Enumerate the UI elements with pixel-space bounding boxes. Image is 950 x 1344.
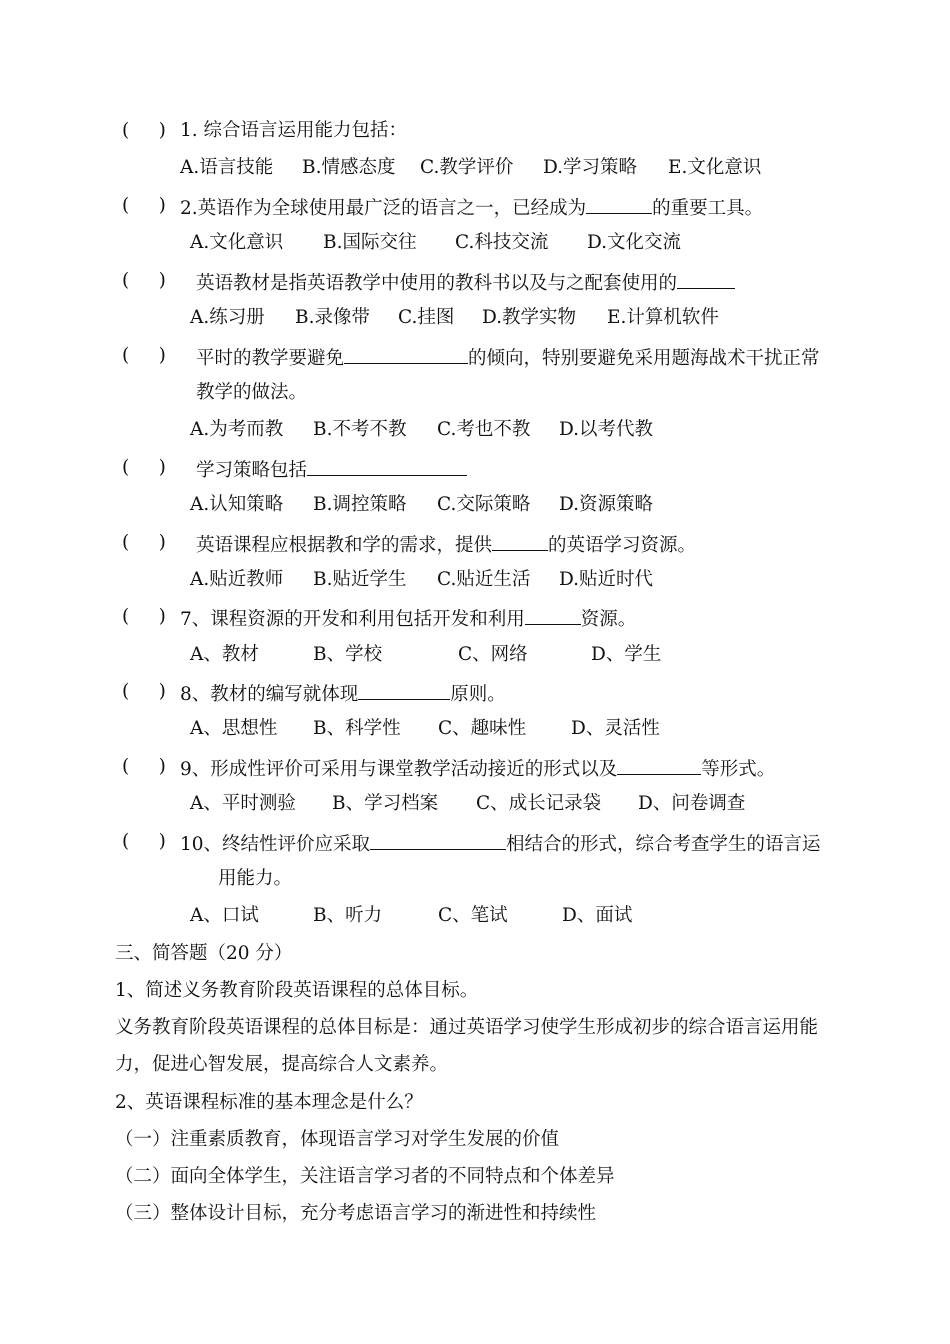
stem-text: 10、终结性评价应采取	[180, 834, 371, 855]
answer-1-line-1: 义务教育阶段英语课程的总体目标是：通过英语学习使学生形成初步的综合语言运用能	[115, 1017, 819, 1038]
option: C、趣味性	[438, 718, 527, 739]
option: B、科学性	[313, 718, 401, 739]
option: A、口试	[190, 905, 259, 926]
answer-1-line-2: 力，促进心智发展，提高综合人文素养。	[115, 1054, 449, 1075]
stem-text: 9、形成性评价可采用与课堂教学活动接近的形式以及	[180, 759, 618, 780]
answer-paren: ( )	[122, 195, 166, 216]
stem-text: 英语教材是指英语教学中使用的教科书以及与之配套使用的	[196, 273, 678, 294]
option: A.为考而教	[190, 419, 284, 440]
answer-blank[interactable]	[344, 343, 468, 364]
answer-blank[interactable]	[525, 604, 581, 625]
stem-text: 8、教材的编写就体现	[180, 684, 359, 705]
answer-paren: ( )	[122, 120, 166, 141]
question-3-stem	[196, 268, 735, 297]
stem-text: 的倾向，特别要避免采用题海战术干扰正常	[468, 348, 820, 369]
question-9-stem	[180, 754, 775, 783]
stem-text: 相结合的形式，综合考查学生的语言运	[506, 834, 821, 855]
stem-text: 的重要工具。	[652, 198, 764, 219]
answer-paren: ( )	[122, 457, 166, 478]
option: B、学校	[313, 644, 383, 665]
option: B、听力	[313, 905, 383, 926]
stem-text: 7、课程资源的开发和利用包括开发和利用	[180, 609, 525, 630]
option: C.教学评价	[420, 157, 514, 178]
option: B.国际交往	[323, 232, 417, 253]
option: E.文化意识	[668, 157, 762, 178]
answer-paren: ( )	[122, 532, 166, 553]
answer-blank[interactable]	[307, 455, 467, 476]
question-10-stem	[180, 829, 821, 858]
option: C.贴近生活	[437, 569, 531, 590]
option: C、网络	[458, 644, 528, 665]
answer-2-item: （二）面向全体学生，关注语言学习者的不同特点和个体差异	[115, 1166, 615, 1187]
section-heading: 三、简答题（20 分）	[115, 943, 293, 964]
stem-text: 学习策略包括	[196, 460, 308, 481]
question-7-stem	[180, 604, 636, 633]
answer-paren: ( )	[122, 681, 166, 702]
question-4-stem	[196, 343, 820, 372]
option: B.贴近学生	[313, 569, 407, 590]
option: D.贴近时代	[559, 569, 654, 590]
answer-paren: ( )	[122, 606, 166, 627]
question-10-stem-cont: 用能力。	[218, 868, 293, 889]
option: D、灵活性	[571, 718, 660, 739]
answer-paren: ( )	[122, 756, 166, 777]
option: A.贴近教师	[190, 569, 284, 590]
option: D.文化交流	[587, 232, 682, 253]
option: C.挂图	[398, 307, 455, 328]
answer-blank[interactable]	[586, 193, 652, 214]
option: A、教材	[190, 644, 259, 665]
option: A.认知策略	[190, 494, 284, 515]
option: D.资源策略	[559, 494, 654, 515]
answer-paren: ( )	[122, 270, 166, 291]
answer-paren: ( )	[122, 345, 166, 366]
option: B.录像带	[295, 307, 370, 328]
short-answer-question-2: 2、英语课程标准的基本理念是什么？	[115, 1092, 423, 1113]
question-8-stem	[180, 679, 506, 708]
question-4-stem-cont: 教学的做法。	[196, 382, 308, 403]
option: C、成长记录袋	[476, 793, 602, 814]
answer-paren: ( )	[122, 831, 166, 852]
stem-text: 2.英语作为全球使用最广泛的语言之一，已经成为	[180, 198, 587, 219]
option: B.不考不教	[313, 419, 407, 440]
option: C.考也不教	[437, 419, 531, 440]
option: C.科技交流	[455, 232, 549, 253]
option: D.学习策略	[543, 157, 638, 178]
option: C、笔试	[438, 905, 508, 926]
stem-text: 英语课程应根据教和学的需求，提供	[196, 535, 493, 556]
option: D.教学实物	[482, 307, 577, 328]
answer-blank[interactable]	[358, 679, 450, 700]
short-answer-question-1: 1、简述义务教育阶段英语课程的总体目标。	[115, 980, 479, 1001]
stem-text: 资源。	[580, 609, 637, 630]
stem-text: 的英语学习资源。	[548, 535, 697, 556]
option: B.情感态度	[302, 157, 396, 178]
answer-blank[interactable]	[492, 530, 548, 551]
option: D、面试	[562, 905, 633, 926]
option: A.练习册	[190, 307, 265, 328]
option: A、思想性	[190, 718, 278, 739]
stem-text: 等形式。	[701, 759, 776, 780]
question-1-stem: 1. 综合语言运用能力包括：	[180, 120, 408, 141]
answer-2-item: （三）整体设计目标，充分考虑语言学习的渐进性和持续性	[115, 1203, 597, 1224]
option: A.文化意识	[190, 232, 284, 253]
question-5-stem	[196, 455, 467, 484]
answer-blank[interactable]	[617, 754, 701, 775]
option: C.交际策略	[437, 494, 531, 515]
option: A.语言技能	[180, 157, 274, 178]
option: D.以考代教	[559, 419, 654, 440]
stem-text: 原则。	[450, 684, 506, 705]
answer-blank[interactable]	[677, 268, 735, 289]
option: A、平时测验	[190, 793, 296, 814]
answer-blank[interactable]	[370, 829, 506, 850]
option: D、问卷调查	[638, 793, 746, 814]
question-6-stem	[196, 530, 696, 559]
option: B、学习档案	[332, 793, 439, 814]
option: B.调控策略	[313, 494, 407, 515]
stem-text: 平时的教学要避免	[196, 348, 345, 369]
option: E.计算机软件	[607, 307, 719, 328]
option: D、学生	[591, 644, 662, 665]
answer-2-item: （一）注重素质教育，体现语言学习对学生发展的价值	[115, 1129, 560, 1150]
question-2-stem	[180, 193, 763, 222]
